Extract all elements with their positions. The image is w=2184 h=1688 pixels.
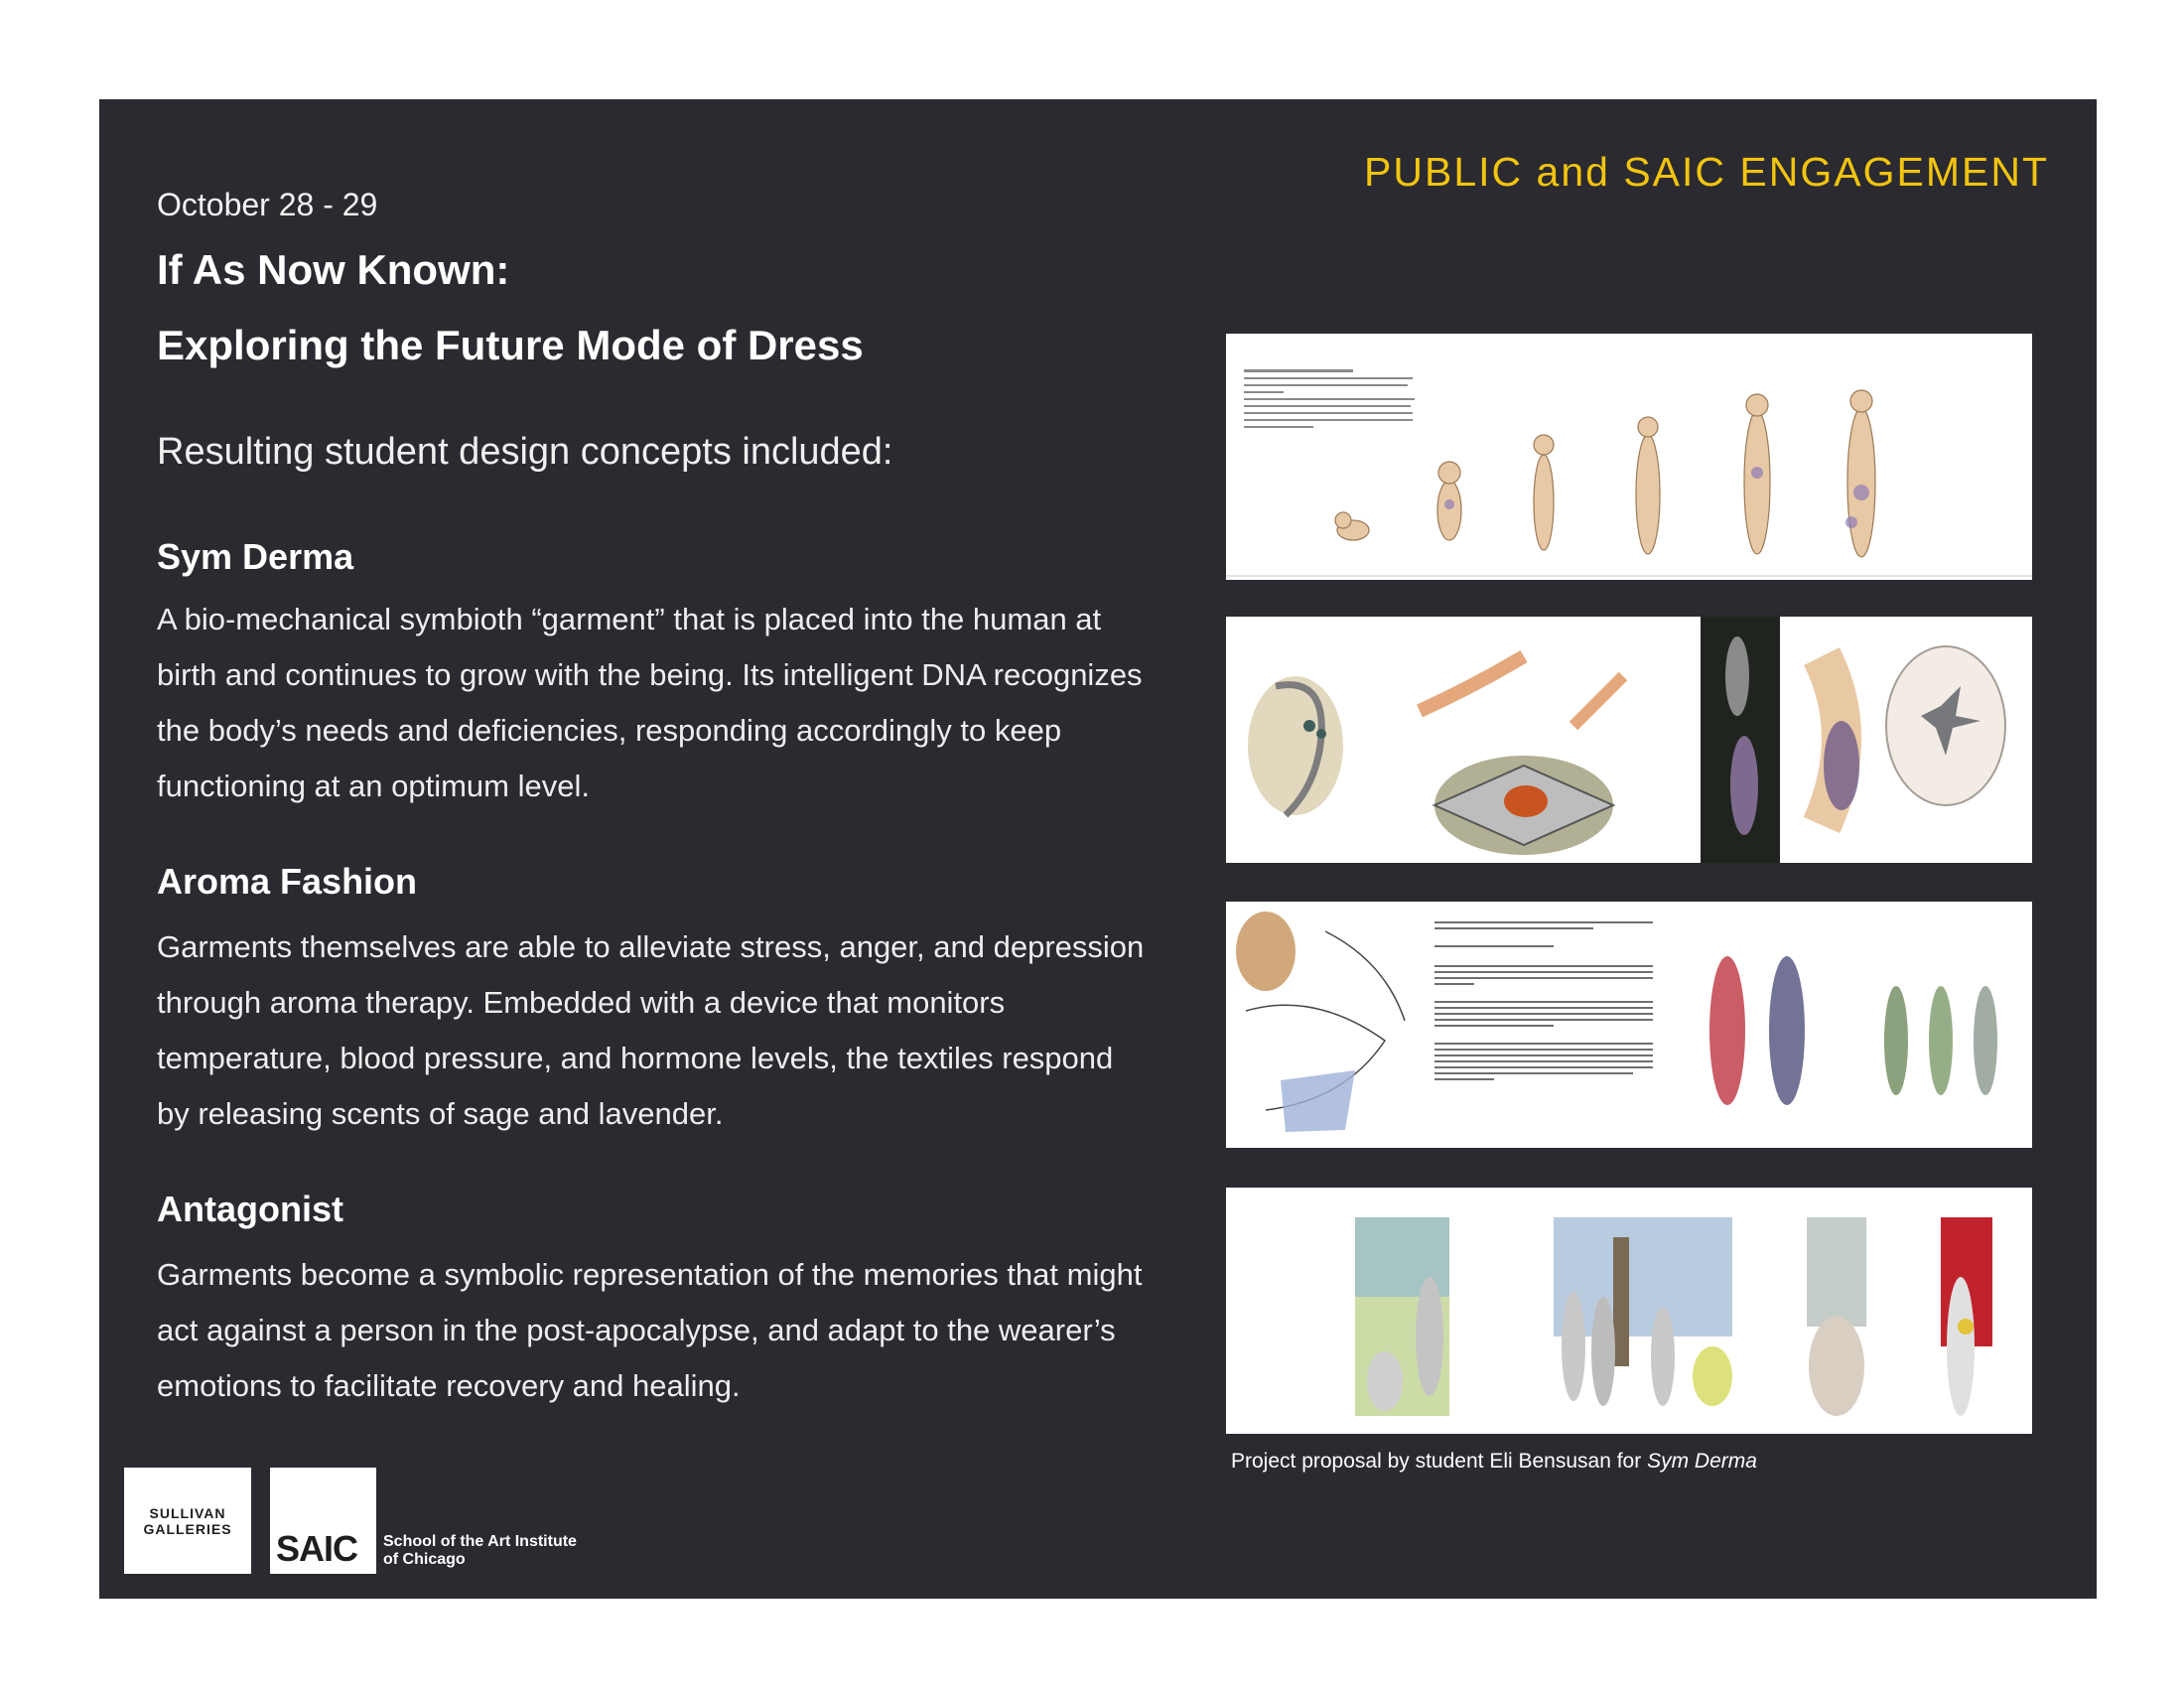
saic-logo-text-line1: School of the Art Institute (383, 1533, 577, 1550)
image-caption (1231, 1450, 1757, 1474)
concept-desc-sym-derma: A bio-mechanical symbioth “garment” that is placed into the human at birth and continues to grow with the being. Its intelligent DNA recognizes the body’s needs and deficiencies, responding accordingly to keep functioning at an optimum level. (157, 602, 1143, 803)
section-eyebrow: PUBLIC and SAIC ENGAGEMENT (1364, 149, 2049, 195)
sullivan-logo-line2: GALLERIES (143, 1520, 232, 1537)
concept-desc-antagonist: Garments become a symbolic representation of the memories that might act against a person in the post-apocalypse, and adapt to the wearer’s emotions to facilitate recovery and healing. (157, 1257, 1143, 1403)
concept-title-antagonist: Antagonist (157, 1189, 343, 1229)
sketch-growth-sequence (1226, 334, 2032, 580)
page-title-line2: Exploring the Future Mode of Dress (157, 322, 864, 368)
event-date: October 28 - 29 (157, 187, 378, 222)
sullivan-galleries-logo (124, 1468, 251, 1574)
sketch-scenes (1226, 1188, 2032, 1434)
sketch-nodes-and-garments (1226, 902, 2032, 1148)
sketch-body-details (1226, 617, 2032, 863)
concept-desc-aroma-fashion: Garments themselves are able to alleviate stress, anger, and depression through aroma therapy. Embedded with a device that monitors temperature, blood pressure, and hormone levels, the textiles respond by releasing scents of sage and lavender. (157, 929, 1145, 1131)
poster-panel (99, 99, 2097, 1599)
saic-logo-text-line2: of Chicago (383, 1551, 466, 1568)
sullivan-logo-line1: SULLIVAN (149, 1504, 226, 1521)
caption-prefix: Project proposal by student Eli Bensusan for (1231, 1450, 1642, 1473)
concept-title-sym-derma: Sym Derma (157, 536, 354, 577)
page-title-line1: If As Now Known: (157, 246, 510, 293)
concept-title-aroma-fashion: Aroma Fashion (157, 861, 418, 902)
lead-text: Resulting student design concepts included: (157, 431, 893, 473)
caption-project-name: Sym Derma (1647, 1450, 1757, 1473)
saic-logo-text (383, 1533, 577, 1569)
saic-logo-mark: SAIC (276, 1528, 358, 1569)
saic-logo (270, 1468, 376, 1574)
